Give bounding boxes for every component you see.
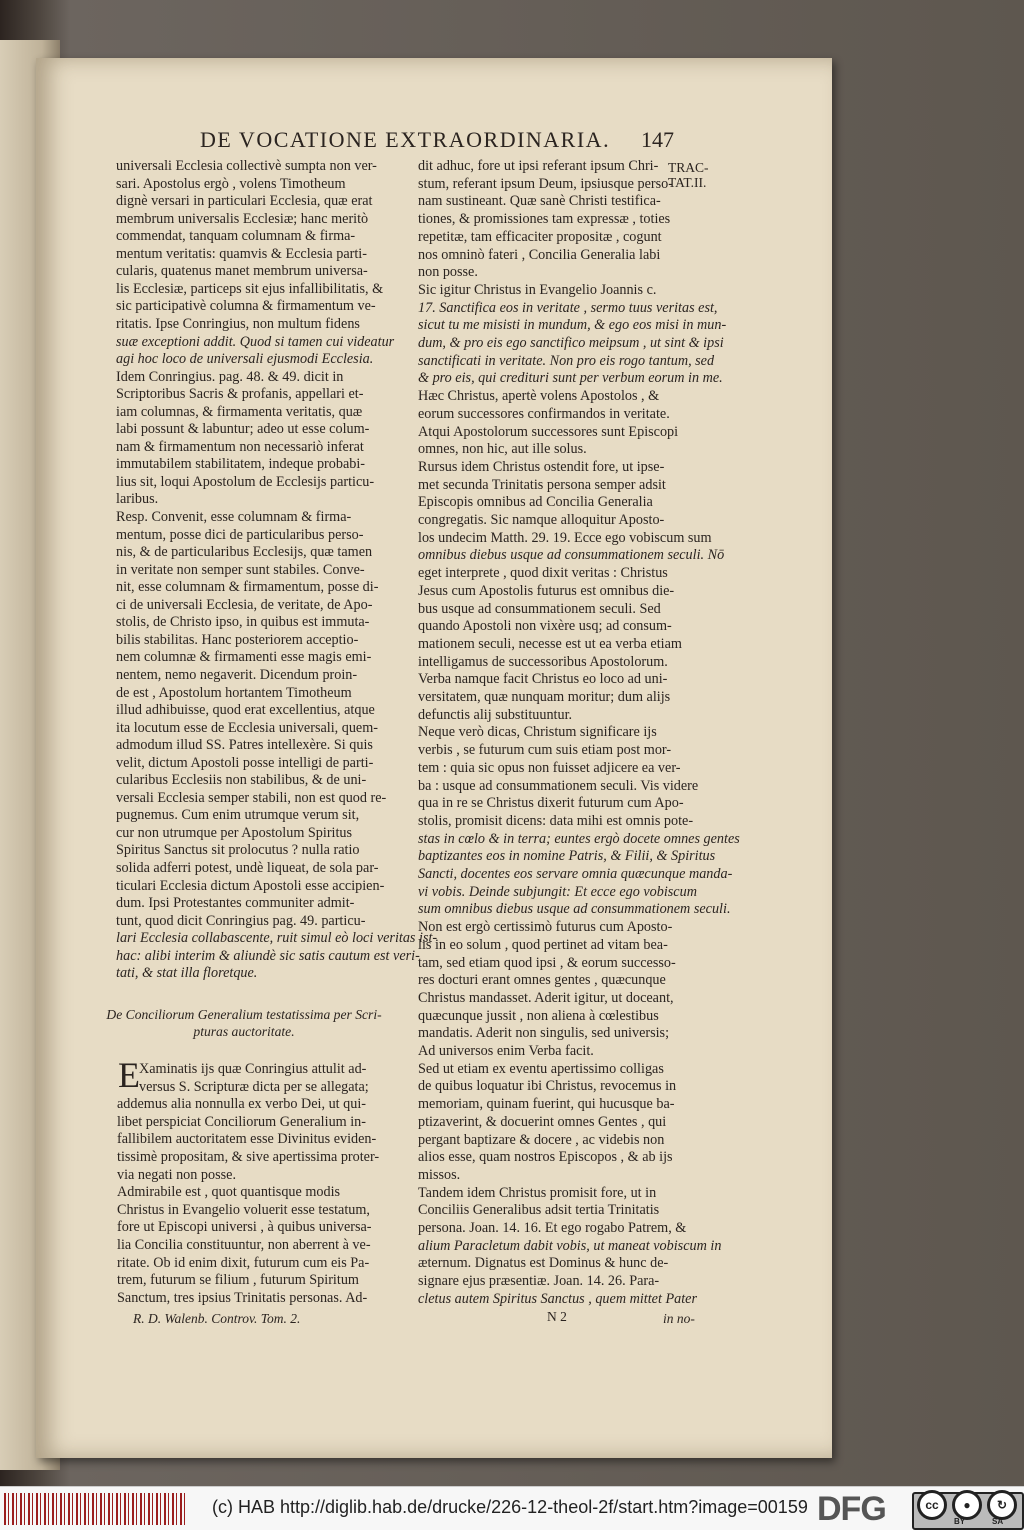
text-line: commendat, tanquam columnam & firma-	[116, 228, 356, 245]
text-line: mandatis. Aderit non singulis, sed universis;	[418, 1025, 670, 1042]
subheading-line: De Conciliorum Generalium testatissima per Scri-	[106, 1007, 382, 1022]
text-line: sicut tu me misisti in mundum, & ego eos misi in mun-	[418, 317, 727, 334]
text-line: Atqui Apostolorum successores sunt Episcopi	[418, 423, 679, 440]
text-line: Christus mandasset. Aderit igitur, ut doceant,	[418, 989, 674, 1006]
text-line: lis Ecclesiæ, particeps sit ejus infallibilitatis, &	[116, 280, 384, 297]
text-line: mationem seculi, necesse est ut ea verba etiam	[418, 635, 682, 652]
text-line: memoriam, quinam fuerint, qui hucusque ba-	[418, 1096, 675, 1113]
drop-capital: E	[118, 1055, 140, 1095]
text-line: Rursus idem Christus ostendit fore, ut ipse-	[418, 458, 665, 475]
text-line: velit, dictum Apostoli posse intelligi de parti-	[116, 754, 374, 771]
text-line: res docturi erant omnes gentes , quæcunque	[418, 972, 666, 989]
viewer-footer	[0, 1486, 1024, 1530]
text-line: in veritate non semper sunt stabiles. Conve-	[116, 561, 365, 578]
text-line: bus usque ad consummationem seculi. Sed	[418, 600, 661, 617]
text-line: quando Apostoli non vixère usq; ad consum-	[418, 618, 672, 635]
text-line: mentum, posse dici de particularibus perso-	[116, 526, 364, 543]
barcode-icon	[4, 1493, 186, 1525]
text-line: Sed ut etiam ex eventu apertissimo colligas	[418, 1060, 664, 1077]
text-line: Conciliis Generalibus adsit tertia Trinitatis	[418, 1202, 660, 1219]
margin-note	[668, 160, 709, 190]
text-line: versali Ecclesia semper stabili, non est quod re-	[116, 789, 387, 806]
text-line: tati, & stat illa floretque.	[116, 965, 258, 982]
text-line: tiones, & promissiones tam expressæ , toties	[418, 211, 671, 228]
text-line: libet perspiciat Conciliorum Generalium in-	[117, 1113, 367, 1130]
share-alike-icon: ↻	[987, 1490, 1017, 1520]
text-line: sum omnibus diebus usque ad consummationem seculi.	[418, 901, 731, 918]
text-line: Jesus cum Apostolis futurus est omnibus die-	[418, 582, 675, 599]
text-line: ticulari Ecclesia dictum Apostoli esse accipien-	[116, 877, 385, 894]
text-line: Idem Conringius. pag. 48. & 49. dicit in	[116, 368, 344, 385]
page-number: 147	[641, 127, 674, 152]
text-line: fore ut Episcopi universi , à quibus universa-	[117, 1219, 372, 1236]
catchword: in no-	[663, 1311, 695, 1326]
subheading-line: pturas auctoritate.	[193, 1024, 295, 1039]
text-line: iam columnas, & firmamenta veritatis, quæ	[116, 403, 363, 420]
text-line: sanctificati in veritate. Non pro eis rogo tantum, sed	[418, 352, 715, 369]
text-line: Episcopis omnibus ad Concilia Generalia	[418, 494, 653, 511]
text-line: dum, & pro eis ego sanctifico meipsum , ut sint & ipsi	[418, 335, 724, 351]
text-line: nos omninò fateri , Concilia Generalia labi	[418, 246, 661, 263]
text-line: Tandem idem Christus promisit fore, ut in	[418, 1184, 657, 1201]
text-line: alium Paracletum dabit vobis, ut maneat vobiscum in	[418, 1237, 722, 1254]
copyright-link[interactable]: (c) HAB http://diglib.hab.de/drucke/226-12-theol-2f/start.htm?image=00159	[212, 1497, 808, 1517]
text-line: intelligamus de successoribus Apostolorum.	[418, 653, 668, 670]
text-line: eorum successores confirmandos in veritate.	[418, 405, 670, 422]
text-line: nentem, nemo negaverit. Dicendum proin-	[116, 666, 358, 683]
text-line: pergant baptizare & docere , ac videbis non	[418, 1131, 665, 1148]
text-line: met secunda Trinitatis persona semper adsit	[418, 476, 666, 493]
text-line: stolis, de Christo ipso, in quibus est immuta-	[116, 614, 370, 631]
text-line: non posse.	[418, 264, 478, 281]
text-line: omnibus diebus usque ad consummationem seculi. Nō	[418, 547, 725, 564]
text-line: signare ejus præsentiæ. Joan. 14. 26. Para-	[418, 1273, 660, 1290]
text-line: Sancti, docentes eos servare omnia quæcunque manda-	[418, 866, 733, 882]
printer-signature-left: R. D. Walenb. Controv. Tom. 2.	[133, 1311, 301, 1326]
text-line: membrum universalis Ecclesiæ; hanc meritò	[116, 210, 369, 227]
text-line: ci de universali Ecclesia, de veritate, de Apo-	[116, 596, 373, 613]
text-line: de est , Apostolum hortantem Timotheum	[116, 684, 352, 701]
text-line: qua in re se Christus dixerit futurum cum Apo-	[418, 795, 684, 812]
text-line: nit, esse columnam & firmamentum, posse di-	[116, 579, 379, 596]
text-line: quæcunque jussit , non aliena à cœlestibus	[418, 1007, 659, 1024]
text-line: Non est ergò certissimò futurus cum Aposto-	[418, 919, 673, 936]
text-line: cletus autem Spiritus Sanctus , quem mittet Pater	[418, 1290, 697, 1307]
text-line: & pro eis, qui credituri sunt per verbum eorum in me.	[418, 370, 723, 387]
text-line: universali Ecclesia collectivè sumpta non ver-	[116, 158, 377, 174]
text-line: cularis, quatenus manet membrum universa-	[116, 263, 368, 280]
text-line: dignè versari in particulari Ecclesia, quæ erat	[116, 193, 373, 210]
text-line: trem, futurum se filium , futurum Spiritum	[117, 1272, 359, 1289]
text-line: dum. Ipsi Protestantes communiter admit-	[116, 895, 355, 912]
text-line: ritate. Ob id enim dixit, futurum cum eis Pa-	[117, 1254, 370, 1271]
text-line: sic participativè columna & firmamentum ve-	[116, 298, 376, 315]
text-line: nam & firmamentum non necessariò inferat	[116, 438, 364, 455]
text-line: tam, sed etiam quod ipsi , & eorum successo-	[418, 954, 676, 971]
text-line: ritatis. Ipse Conringius, non multum fidens	[116, 315, 360, 332]
text-line: Ad universos enim Verba facit.	[418, 1043, 594, 1059]
text-line: Admirabile est , quot quantisque modis	[117, 1184, 341, 1201]
text-line: lius sit, loqui Apostolum de Ecclesijs particu-	[116, 473, 375, 490]
text-line: los undecim Matth. 29. 19. Ecce ego vobiscum sum	[418, 529, 712, 546]
text-line: Xaminatis ijs quæ Conringius attulit ad-	[139, 1061, 367, 1077]
text-line: persona. Joan. 14. 16. Et ego rogabo Patrem, &	[418, 1220, 687, 1236]
text-line: cularibus Ecclesiis non stabilibus, & de uni-	[116, 772, 367, 789]
text-line: baptizantes eos in nomine Patris, & Filii, & Spiritus	[418, 848, 716, 865]
text-line: immutabilem stabilitatem, indeque probabi-	[116, 456, 366, 473]
text-line: dit adhuc, fore ut ipsi referant ipsum Chri-	[418, 158, 659, 174]
text-line: sari. Apostolus ergò , volens Timotheum	[116, 175, 346, 192]
text-line: mentum veritatis: quamvis & Ecclesia parti-	[116, 245, 367, 262]
section-subheading	[95, 1006, 393, 1040]
text-line: congregatis. Sic namque alloquitur Aposto-	[418, 512, 665, 528]
text-line: Christus in Evangelio voluerit esse testatum,	[117, 1201, 370, 1218]
printer-signature-mark: N 2	[547, 1309, 567, 1324]
person-icon: ●	[952, 1490, 982, 1520]
text-line: Resp. Convenit, esse columnam & firma-	[116, 509, 352, 525]
text-line: de quibus loquatur ibi Christus, revocemus in	[418, 1078, 677, 1095]
text-line: nis, & de particularibus Ecclesijs, quæ tamen	[116, 544, 373, 561]
text-line: nam sustineant. Quæ sanè Christi testifica-	[418, 193, 661, 210]
text-line: repetitæ, tam efficaciter propositæ , cogunt	[418, 228, 662, 245]
text-line: eget interprete , quod dixit veritas : Christus	[418, 565, 668, 582]
text-line: hac: alibi interim & aliundè sic satis cautum est veri-	[116, 947, 420, 964]
text-line: ita locutum esse de Ecclesia universali, quem-	[116, 719, 378, 736]
text-line: æternum. Dignatus est Dominus & hunc de-	[418, 1255, 669, 1272]
text-line: lia Concilia constituuntur, non aberrent à ve-	[117, 1237, 371, 1253]
text-line: stolis, promisit dicens: data mihi est omnis pote-	[418, 812, 694, 829]
text-line: illud adhibuisse, quod erat excellentius, atque	[116, 702, 375, 719]
text-line: Neque verò dicas, Christum significare ijs	[418, 724, 657, 741]
text-line: vi vobis. Deinde subjungit: Et ecce ego vobiscum	[418, 883, 697, 900]
text-line: lis in eo solum , quod pertinet ad vitam bea-	[418, 936, 668, 953]
text-line: alios esse, quam nostros Episcopos , & ab ijs	[418, 1149, 673, 1166]
running-head: DE VOCATIONE EXTRAORDINARIA.	[200, 127, 611, 152]
text-line: lari Ecclesia collabascente, ruit simul eò loci veritas ist-	[116, 930, 438, 947]
text-line: Spiritus Sanctus sit prolocutus ? nulla ratio	[116, 842, 360, 859]
text-line: defunctis alij substituuntur.	[418, 706, 573, 723]
text-line: laribus.	[116, 491, 159, 508]
text-line: fallibilem auctoritatem esse Divinitus eviden-	[117, 1131, 377, 1148]
text-line: Sic igitur Christus in Evangelio Joannis c.	[418, 281, 657, 298]
text-line: agi hoc loco de universali ejusmodi Ecclesia.	[116, 351, 374, 368]
text-line: stas in cœlo & in terra; euntes ergò docete omnes gentes	[418, 830, 740, 847]
text-line: ba : usque ad consummationem seculi. Vis videre	[418, 777, 699, 794]
text-line: tissimè propositam, & sive apertissima proter-	[117, 1149, 380, 1165]
text-line: pugnemus. Cum enim utrumque verum sit,	[116, 807, 360, 824]
text-line: Hæc Christus, apertè volens Apostolos , &	[418, 388, 660, 405]
text-line: addemus alia nonnulla ex verbo Dei, ut qui-	[117, 1096, 367, 1113]
text-line: omnes, non hic, aut ille solus.	[418, 441, 587, 458]
margin-note-line: TRAC-	[668, 160, 709, 175]
cc-icon: cc	[917, 1490, 947, 1520]
dfg-logo: DFG	[817, 1490, 886, 1528]
text-line: nem columnæ & firmamenti esse magis emi-	[116, 649, 372, 666]
text-line: versitatem, quæ nunquam moritur; dum alijs	[418, 689, 671, 705]
text-line: tem : quia sic opus non fuisset adjicere ea ver-	[418, 759, 681, 776]
text-line: admodum illud SS. Patres intellexère. Si quis	[116, 737, 373, 754]
text-line: Sanctum, tres ipsius Trinitatis personas. Ad-	[117, 1289, 368, 1306]
text-line: verbis , se futurum cum suis etiam post mor-	[418, 742, 672, 759]
margin-note-line: TAT.II.	[668, 175, 707, 190]
text-line: versus S. Scripturæ dicta per se allegata;	[139, 1078, 369, 1095]
text-line: cur non utrumque per Apostolum Spiritus	[116, 824, 353, 841]
text-line: ptizaverint, & docuerint omnes Gentes , qui	[418, 1113, 667, 1130]
text-line: tunt, quod dicit Conringius pag. 49. particu-	[116, 912, 366, 929]
text-line: stum, referant ipsum Deum, ipsiusque perso-	[418, 175, 673, 192]
text-line: suæ exceptioni addit. Quod si tamen cui videatur	[116, 333, 395, 350]
text-line: labi possunt & labuntur; adeo ut esse colum-	[116, 421, 370, 438]
text-line: via negati non posse.	[117, 1166, 236, 1183]
text-line: solida adferri potest, undè liqueat, de sola par-	[116, 860, 379, 876]
text-line: Verba namque facit Christus eo loco ad uni-	[418, 671, 668, 688]
text-line: bilis stabilitas. Hanc posteriorem acceptio-	[116, 631, 359, 648]
text-line: 17. Sanctifica eos in veritate , sermo tuus veritas est,	[418, 299, 718, 316]
cc-sa-label: SA	[992, 1517, 1004, 1526]
text-line: Scriptoribus Sacris & profanis, appellari et-	[116, 386, 364, 403]
text-line: missos.	[418, 1166, 461, 1183]
cc-by-label: BY	[954, 1517, 966, 1526]
